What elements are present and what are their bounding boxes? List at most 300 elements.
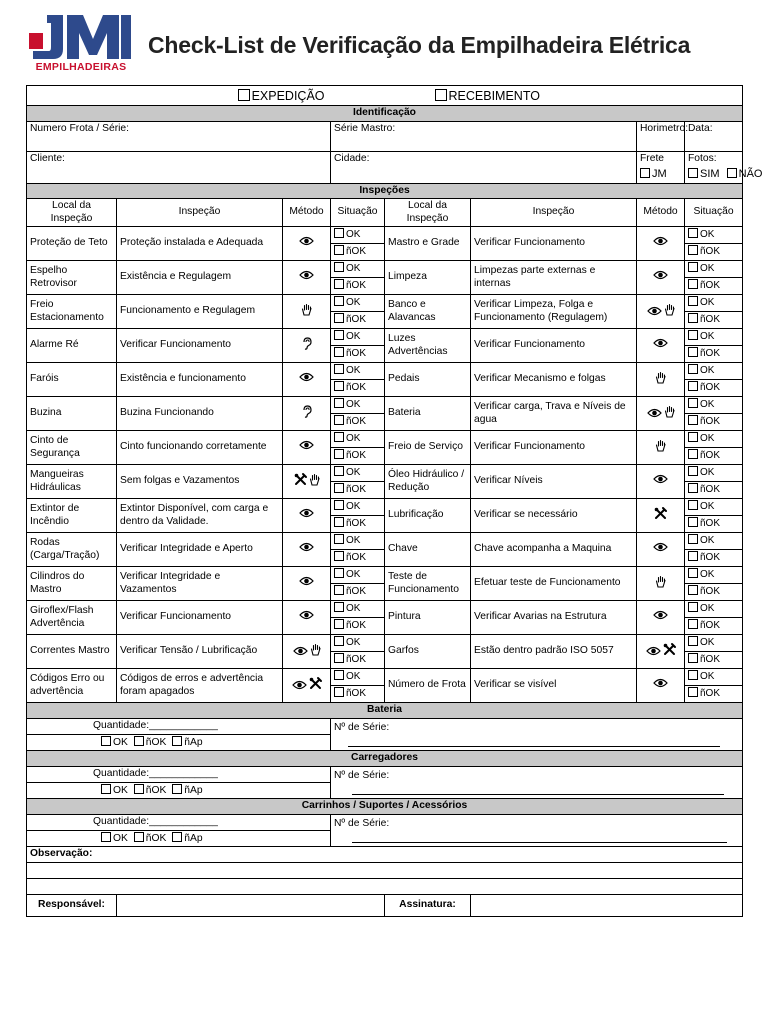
ok-label: OK [700, 297, 715, 308]
inspection-row [27, 363, 743, 397]
ok-checkbox[interactable] [334, 330, 344, 340]
ok-checkbox[interactable] [688, 500, 698, 510]
inspecoes-band: Inspeções [27, 183, 743, 199]
inspecao-left: Verificar Integridade e Aperto [117, 533, 283, 567]
ok-option[interactable] [331, 329, 384, 345]
inspection-row [27, 431, 743, 465]
ok-option[interactable] [685, 601, 742, 617]
metodo-left [283, 363, 331, 397]
ok-checkbox[interactable] [688, 398, 698, 408]
nok-checkbox[interactable] [688, 687, 698, 697]
nok-checkbox[interactable] [334, 517, 344, 527]
metodo-left [283, 601, 331, 635]
eye-icon [299, 442, 314, 453]
nok-checkbox[interactable] [334, 381, 344, 391]
recebimento-checkbox[interactable] [435, 89, 447, 101]
eye-icon [653, 476, 668, 487]
ok-checkbox[interactable] [334, 500, 344, 510]
nok-checkbox[interactable] [688, 551, 698, 561]
inspecao-left: Funcionamento e Regulagem [117, 295, 283, 329]
ok-label: OK [113, 736, 128, 748]
fotos-sim-checkbox[interactable] [688, 168, 698, 178]
nok-checkbox[interactable] [134, 832, 144, 842]
nok-option[interactable] [331, 345, 384, 362]
fotos-label: Fotos: [688, 152, 717, 164]
nok-checkbox[interactable] [334, 483, 344, 493]
col-metodo-right: Método [637, 199, 685, 227]
nok-label: ñOK [346, 518, 367, 529]
nok-checkbox[interactable] [334, 415, 344, 425]
observacao-field[interactable] [27, 847, 743, 863]
ok-checkbox[interactable] [101, 784, 111, 794]
ok-option[interactable] [685, 499, 742, 515]
nok-checkbox[interactable] [688, 245, 698, 255]
nok-label: ñOK [700, 382, 721, 393]
ok-label: OK [346, 365, 361, 376]
nok-label: ñOK [346, 314, 367, 325]
situacao-left [331, 363, 385, 397]
ok-option[interactable] [331, 465, 384, 481]
ok-checkbox[interactable] [688, 636, 698, 646]
ok-option[interactable] [685, 295, 742, 311]
nok-option[interactable] [331, 243, 384, 260]
tools-icon [663, 648, 676, 659]
ok-label: OK [346, 501, 361, 512]
inspection-row [27, 465, 743, 499]
ok-label: OK [346, 229, 361, 240]
nok-checkbox[interactable] [688, 347, 698, 357]
nok-checkbox[interactable] [334, 653, 344, 663]
ok-checkbox[interactable] [688, 670, 698, 680]
numero-frota-label: Numero Frota / Série: [30, 122, 129, 134]
ok-checkbox[interactable] [101, 832, 111, 842]
status-options [27, 734, 331, 751]
nok-label: ñOK [700, 620, 721, 631]
metodo-right [637, 261, 685, 295]
situacao-left [331, 261, 385, 295]
nok-checkbox[interactable] [688, 381, 698, 391]
nok-option[interactable] [331, 515, 384, 532]
ok-option[interactable] [331, 261, 384, 277]
serie-label: Nº de Série: [334, 817, 390, 829]
ok-option[interactable] [685, 227, 742, 243]
local-left: Códigos Erro ou advertência [27, 669, 117, 703]
serie-field[interactable] [331, 718, 743, 751]
nok-checkbox[interactable] [334, 279, 344, 289]
metodo-right [637, 635, 685, 669]
ok-option[interactable] [685, 635, 742, 651]
assinatura-label: Assinatura: [385, 895, 471, 917]
local-right: Freio de Serviço [385, 431, 471, 465]
ok-option[interactable] [331, 363, 384, 379]
nok-option[interactable] [331, 651, 384, 668]
situacao-left [331, 669, 385, 703]
data-field[interactable] [685, 121, 743, 151]
nok-option[interactable] [331, 277, 384, 294]
nap-checkbox[interactable] [172, 784, 182, 794]
metodo-left [283, 329, 331, 363]
nok-checkbox[interactable] [334, 619, 344, 629]
eye-icon [293, 648, 308, 659]
local-left: Buzina [27, 397, 117, 431]
ok-checkbox[interactable] [334, 670, 344, 680]
ok-option[interactable] [685, 533, 742, 549]
col-situacao-left: Situação [331, 199, 385, 227]
nok-option[interactable] [685, 277, 742, 294]
ok-checkbox[interactable] [688, 228, 698, 238]
ok-option[interactable] [331, 397, 384, 413]
hand-icon [664, 308, 675, 319]
hand-icon [664, 410, 675, 421]
ok-label: OK [346, 331, 361, 342]
nok-option[interactable] [331, 447, 384, 464]
frete-label: Frete [640, 152, 665, 164]
local-left: Faróis [27, 363, 117, 397]
ok-option[interactable] [331, 533, 384, 549]
metodo-right [637, 499, 685, 533]
local-right: Chave [385, 533, 471, 567]
metodo-right [637, 465, 685, 499]
situacao-left [331, 227, 385, 261]
ok-checkbox[interactable] [334, 228, 344, 238]
fotos-nao-checkbox[interactable] [727, 168, 737, 178]
inspecao-left: Verificar Funcionamento [117, 329, 283, 363]
ok-checkbox[interactable] [334, 602, 344, 612]
ok-label: OK [346, 467, 361, 478]
metodo-right [637, 227, 685, 261]
nok-option[interactable] [331, 481, 384, 498]
nok-option[interactable] [685, 515, 742, 532]
nok-label: ñOK [700, 348, 721, 359]
ok-checkbox[interactable] [334, 296, 344, 306]
inspecao-left: Buzina Funcionando [117, 397, 283, 431]
nok-checkbox[interactable] [688, 313, 698, 323]
serie-mastro-field[interactable] [331, 121, 637, 151]
company-logo [27, 13, 135, 75]
situacao-left [331, 499, 385, 533]
ok-label: OK [113, 784, 128, 796]
ok-option[interactable] [685, 363, 742, 379]
recebimento-option[interactable] [385, 86, 743, 106]
nok-option[interactable] [685, 447, 742, 464]
situacao-left [331, 329, 385, 363]
metodo-right [637, 431, 685, 465]
local-left: Cinto de Segurança [27, 431, 117, 465]
ok-checkbox[interactable] [334, 398, 344, 408]
inspecao-left: Verificar Tensão / Lubrificação [117, 635, 283, 669]
tools-icon [654, 512, 667, 523]
local-right: Pedais [385, 363, 471, 397]
nok-label: ñOK [145, 784, 167, 796]
metodo-left [283, 397, 331, 431]
identificacao-band: Identificação [27, 106, 743, 122]
ok-option[interactable] [331, 431, 384, 447]
inspection-row [27, 567, 743, 601]
nok-option[interactable] [685, 617, 742, 634]
situacao-left [331, 465, 385, 499]
situacao-right [685, 363, 743, 397]
quantidade-label: Quantidade:____________ [93, 719, 218, 731]
metodo-right [637, 567, 685, 601]
nok-label: ñOK [700, 280, 721, 291]
situacao-left [331, 601, 385, 635]
nok-checkbox[interactable] [334, 245, 344, 255]
nok-option[interactable] [331, 311, 384, 328]
ok-checkbox[interactable] [334, 364, 344, 374]
ok-option[interactable] [331, 295, 384, 311]
local-right: Limpeza [385, 261, 471, 295]
ok-checkbox[interactable] [334, 466, 344, 476]
nok-checkbox[interactable] [688, 483, 698, 493]
horimetro-label: Horimetro: [640, 122, 689, 134]
section-band: Bateria [27, 703, 743, 719]
nok-checkbox[interactable] [134, 736, 144, 746]
section-band: Carrinhos / Suportes / Acessórios [27, 799, 743, 815]
eye-icon [653, 544, 668, 555]
inspection-row [27, 295, 743, 329]
nok-option[interactable] [685, 651, 742, 668]
nok-option[interactable] [331, 583, 384, 600]
inspecao-left: Cinto funcionando corretamente [117, 431, 283, 465]
col-inspecao-left: Inspeção [117, 199, 283, 227]
ok-option[interactable] [331, 635, 384, 651]
ok-checkbox[interactable] [688, 262, 698, 272]
nok-label: ñOK [346, 654, 367, 665]
situacao-left [331, 635, 385, 669]
nok-label: ñOK [700, 586, 721, 597]
ok-option[interactable] [685, 465, 742, 481]
ok-checkbox[interactable] [688, 296, 698, 306]
ok-option[interactable] [685, 567, 742, 583]
nok-checkbox[interactable] [334, 347, 344, 357]
nok-option[interactable] [685, 413, 742, 430]
ok-label: OK [700, 433, 715, 444]
metodo-left [283, 499, 331, 533]
ok-checkbox[interactable] [688, 466, 698, 476]
frete-field [637, 151, 685, 183]
nok-option[interactable] [331, 413, 384, 430]
eye-icon [646, 648, 661, 659]
nok-label: ñOK [145, 832, 167, 844]
nok-checkbox[interactable] [334, 551, 344, 561]
ok-label: OK [346, 433, 361, 444]
ok-label: OK [700, 501, 715, 512]
situacao-right [685, 669, 743, 703]
serie-line [352, 794, 724, 795]
nok-option[interactable] [331, 617, 384, 634]
nap-label: ñAp [184, 784, 203, 796]
ok-label: OK [346, 399, 361, 410]
inspection-row [27, 499, 743, 533]
col-situacao-right: Situação [685, 199, 743, 227]
quantidade-field[interactable] [27, 766, 331, 782]
local-right: Número de Frota [385, 669, 471, 703]
inspecao-left: Proteção instalada e Adequada [117, 227, 283, 261]
eye-icon [653, 238, 668, 249]
quantidade-field[interactable] [27, 814, 331, 830]
local-left: Espelho Retrovisor [27, 261, 117, 295]
nok-label: ñOK [700, 654, 721, 665]
nok-checkbox[interactable] [688, 517, 698, 527]
inspecao-right: Verificar Funcionamento [471, 227, 637, 261]
nok-option[interactable] [331, 685, 384, 702]
ok-checkbox[interactable] [688, 432, 698, 442]
local-right: Garfos [385, 635, 471, 669]
serie-field[interactable] [331, 814, 743, 847]
nok-option[interactable] [685, 549, 742, 566]
local-right: Luzes Advertências [385, 329, 471, 363]
data-label: Data: [688, 122, 713, 134]
inspecao-right: Verificar se visível [471, 669, 637, 703]
nok-checkbox[interactable] [334, 449, 344, 459]
jm-logo-mark [27, 13, 135, 61]
observacao-line-1[interactable] [27, 863, 743, 879]
nok-checkbox[interactable] [334, 585, 344, 595]
tools-icon [309, 682, 322, 693]
nok-label: ñOK [700, 314, 721, 325]
numero-frota-field[interactable] [27, 121, 331, 151]
ok-label: OK [346, 535, 361, 546]
nok-checkbox[interactable] [688, 619, 698, 629]
metodo-left [283, 227, 331, 261]
ok-option[interactable] [331, 669, 384, 685]
metodo-right [637, 397, 685, 431]
metodo-right [637, 601, 685, 635]
local-left: Mangueiras Hidráulicas [27, 465, 117, 499]
ok-option[interactable] [331, 227, 384, 243]
nok-label: ñOK [346, 280, 367, 291]
ok-option[interactable] [685, 329, 742, 345]
nok-checkbox[interactable] [334, 313, 344, 323]
nok-option[interactable] [685, 685, 742, 702]
eye-icon [299, 374, 314, 385]
page-title: Check-List de Verificação da Empilhadeira Elétrica [148, 32, 691, 58]
serie-mastro-label: Série Mastro: [334, 122, 396, 134]
situacao-right [685, 227, 743, 261]
inspecao-left: Existência e funcionamento [117, 363, 283, 397]
eye-icon [299, 272, 314, 283]
metodo-left [283, 261, 331, 295]
ok-checkbox[interactable] [688, 602, 698, 612]
responsavel-field[interactable] [117, 895, 385, 917]
status-options [27, 830, 331, 847]
checklist-table [26, 85, 763, 917]
nok-checkbox[interactable] [688, 415, 698, 425]
nok-label: ñOK [145, 736, 167, 748]
cliente-field[interactable] [27, 151, 331, 183]
inspecao-right: Verificar Funcionamento [471, 431, 637, 465]
metodo-left [283, 533, 331, 567]
hand-icon [310, 648, 321, 659]
expedicao-option[interactable] [27, 86, 385, 106]
ok-checkbox[interactable] [334, 568, 344, 578]
local-left: Alarme Ré [27, 329, 117, 363]
situacao-left [331, 431, 385, 465]
nap-checkbox[interactable] [172, 736, 182, 746]
ok-checkbox[interactable] [101, 736, 111, 746]
metodo-left [283, 295, 331, 329]
nok-checkbox[interactable] [134, 784, 144, 794]
ok-option[interactable] [685, 431, 742, 447]
eye-icon [653, 680, 668, 691]
eye-icon [299, 544, 314, 555]
nap-label: ñAp [184, 736, 203, 748]
inspecao-right: Verificar Avarias na Estrutura [471, 601, 637, 635]
nok-checkbox[interactable] [688, 449, 698, 459]
situacao-left [331, 567, 385, 601]
eye-icon [653, 340, 668, 351]
inspecao-left: Códigos de erros e advertência foram apagados [117, 669, 283, 703]
nok-label: ñOK [700, 484, 721, 495]
fotos-sim-label: SIM [700, 168, 720, 180]
serie-field[interactable] [331, 766, 743, 799]
ok-checkbox[interactable] [688, 330, 698, 340]
nok-option[interactable] [331, 379, 384, 396]
local-left: Rodas (Carga/Tração) [27, 533, 117, 567]
ok-option[interactable] [685, 669, 742, 685]
ok-option[interactable] [685, 397, 742, 413]
eye-icon [653, 272, 668, 283]
ok-option[interactable] [331, 567, 384, 583]
hand-icon [309, 478, 320, 489]
nok-option[interactable] [685, 243, 742, 260]
nok-option[interactable] [685, 345, 742, 362]
inspection-row [27, 601, 743, 635]
ok-option[interactable] [331, 499, 384, 515]
situacao-right [685, 295, 743, 329]
nok-option[interactable] [331, 549, 384, 566]
ok-label: OK [346, 297, 361, 308]
ok-checkbox[interactable] [334, 534, 344, 544]
nok-option[interactable] [685, 311, 742, 328]
ok-checkbox[interactable] [688, 534, 698, 544]
cliente-label: Cliente: [30, 152, 65, 164]
inspecao-left: Verificar Funcionamento [117, 601, 283, 635]
ok-checkbox[interactable] [688, 568, 698, 578]
quantidade-field[interactable] [27, 718, 331, 734]
ok-option[interactable] [685, 261, 742, 277]
cidade-field[interactable] [331, 151, 637, 183]
nok-checkbox[interactable] [688, 585, 698, 595]
inspection-row [27, 261, 743, 295]
nok-option[interactable] [685, 481, 742, 498]
tools-icon [294, 478, 307, 489]
ok-checkbox[interactable] [334, 432, 344, 442]
horimetro-field[interactable] [637, 121, 689, 151]
ok-label: OK [346, 637, 361, 648]
nok-checkbox[interactable] [334, 687, 344, 697]
nok-option[interactable] [685, 379, 742, 396]
eye-icon [299, 238, 314, 249]
ok-checkbox[interactable] [334, 636, 344, 646]
eye-icon [653, 612, 668, 623]
situacao-right [685, 431, 743, 465]
expedicao-checkbox[interactable] [238, 89, 250, 101]
ok-label: OK [700, 603, 715, 614]
ok-option[interactable] [331, 601, 384, 617]
observacao-line-2[interactable] [27, 879, 743, 895]
nok-option[interactable] [685, 583, 742, 600]
nok-label: ñOK [346, 348, 367, 359]
ok-checkbox[interactable] [688, 364, 698, 374]
frete-jm-checkbox[interactable] [640, 168, 650, 178]
nok-checkbox[interactable] [688, 279, 698, 289]
nap-checkbox[interactable] [172, 832, 182, 842]
assinatura-field[interactable] [471, 895, 743, 917]
ok-checkbox[interactable] [334, 262, 344, 272]
ok-label: OK [346, 671, 361, 682]
nok-checkbox[interactable] [688, 653, 698, 663]
